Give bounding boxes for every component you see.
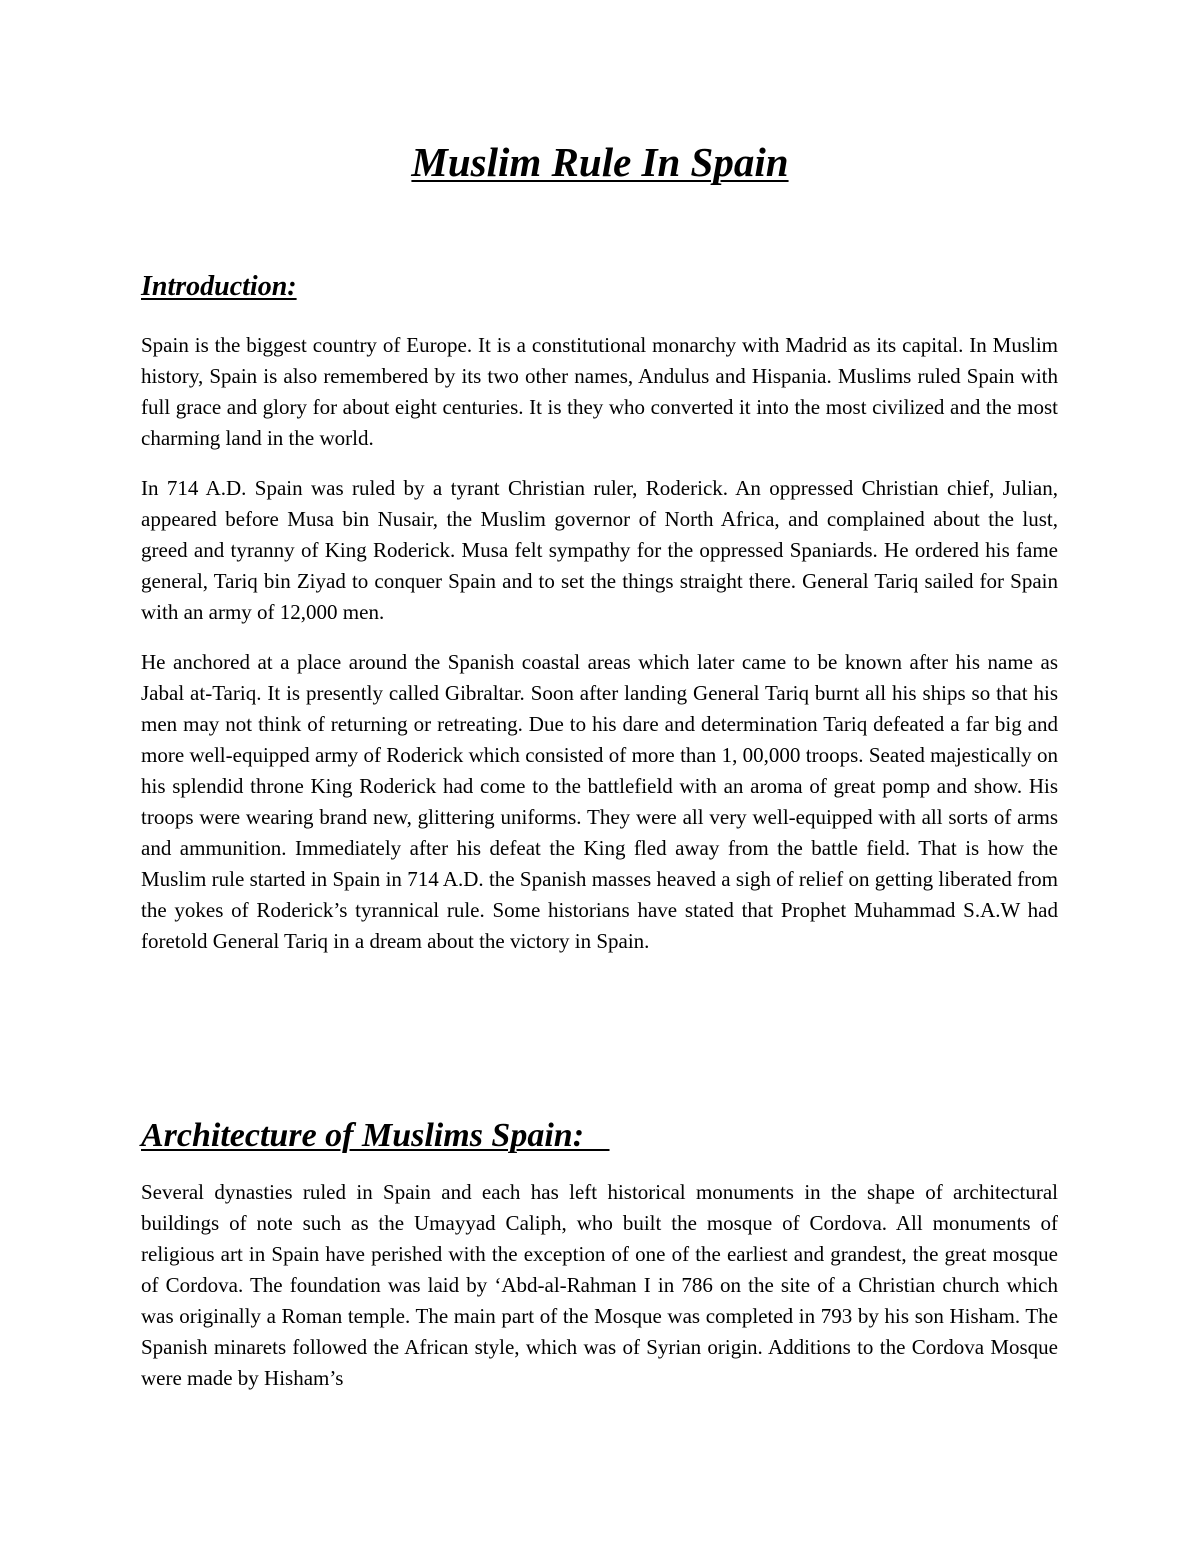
architecture-heading: Architecture of Muslims Spain: [141, 1117, 610, 1154]
architecture-paragraph-1: Several dynasties ruled in Spain and each has left historical monuments in the shape of architectural buildings of note such as the Umayyad Caliph, who built the mosque of Cordova. All monuments of religious art in Spain have perished with the exception of one of the earliest and grandest, the great mosque of Cordova. The foundation was laid by ‘Abd-al-Rahman I in 786 on the site of a Christian church which was originally a Roman temple. The main part of the Mosque was completed in 793 by his son Hisham. The Spanish minarets followed the African style, which was of Syrian origin. Additions to the Cordova Mosque were made by Hisham’s [141, 1180, 1058, 1390]
document-title: Muslim Rule In Spain [411, 139, 789, 185]
introduction-paragraph-2: In 714 A.D. Spain was ruled by a tyrant Christian ruler, Roderick. An oppressed Christian chief, Julian, appeared before Musa bin Nusair, the Muslim governor of North Africa, and complained about the lust, greed and tyranny of King Roderick. Musa felt sympathy for the oppressed Spaniards. He ordered his fame general, Tariq bin Ziyad to conquer Spain and to set the things straight there. General Tariq sailed for Spain with an army of 12,000 men. [141, 476, 1058, 624]
introduction-paragraph-1: Spain is the biggest country of Europe. It is a constitutional monarchy with Madrid as its capital. In Muslim history, Spain is also remembered by its two other names, Andulus and Hispania. Muslims ruled Spain with full grace and glory for about eight centuries. It is they who converted it into the most civilized and the most charming land in the world. [141, 333, 1058, 450]
introduction-heading: Introduction: [141, 271, 297, 302]
introduction-paragraph-3: He anchored at a place around the Spanish coastal areas which later came to be known after his name as Jabal at-Tariq. It is presently called Gibraltar. Soon after landing General Tariq burnt all his ships so that his men may not think of returning or retreating. Due to his dare and determination Tariq defeated a far big and more well-equipped army of Roderick which consisted of more than 1, 00,000 troops. Seated majestically on his splendid throne King Roderick had come to the battlefield with an aroma of great pomp and show. His troops were wearing brand new, glittering uniforms. They were all very well-equipped with all sorts of arms and ammunition. Immediately after his defeat the King fled away from the battle field. That is how the Muslim rule started in Spain in 714 A.D. the Spanish masses heaved a sigh of relief on getting liberated from the yokes of Roderick’s tyrannical rule. Some historians have stated that Prophet Muhammad S.A.W had foretold General Tariq in a dream about the victory in Spain. [141, 650, 1058, 953]
